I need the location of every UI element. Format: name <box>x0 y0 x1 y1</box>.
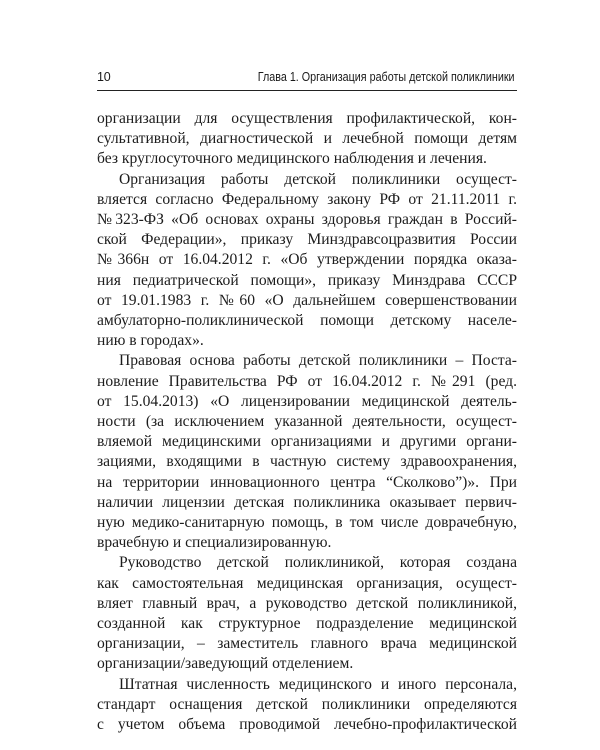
text-line: организации, – заместитель главного врача медицинской <box>97 635 517 653</box>
paragraph-5 <box>97 675 517 736</box>
paragraph-2 <box>97 170 517 352</box>
text-line: наличии лицензии детская поликлиника оказывает первич- <box>97 493 517 511</box>
text-line: без круглосуточного медицинского наблюдения и лечения. <box>97 150 487 168</box>
text-line: зациями, входящими в частную систему здравоохранения, <box>97 453 517 471</box>
text-line: от 15.04.2013) «О лицензировании медицинской деятель- <box>97 392 517 410</box>
text-line: ную медико-санитарную помощь, в том числе доврачебную, <box>97 514 517 532</box>
text-line: врачебную и специализированную. <box>97 534 332 552</box>
text-line: амбулаторно-поликлинической помощи детскому населе- <box>97 312 517 330</box>
text-line: на территории инновационного центра “Сколково”)». При <box>97 473 517 491</box>
text-line: с учетом объема проводимой лечебно-профилактической <box>97 716 517 734</box>
text-line: Правовая основа работы детской поликлиники – Поста- <box>119 352 517 370</box>
text-line: как самостоятельная медицинская организация, осущест- <box>97 574 517 592</box>
paragraph-1 <box>97 109 517 170</box>
header-divider <box>97 90 517 91</box>
text-line: вляет главный врач, а руководство детской поликлиникой, <box>97 594 517 612</box>
page-number: 10 <box>97 70 111 84</box>
text-line: организации/заведующий отделением. <box>97 655 354 673</box>
text-line: Организация работы детской поликлиники осущест- <box>119 170 517 188</box>
text-line: от 19.01.1983 г. №60 «О дальнейшем совершенствовании <box>97 291 517 309</box>
text-line: созданной как структурное подразделение медицинской <box>97 615 517 633</box>
chapter-title: Глава 1. Организация работы детской поликлиники <box>258 70 515 84</box>
text-line: ния педиатрической помощи», приказу Минздрава СССР <box>97 271 517 289</box>
running-header <box>97 70 517 90</box>
text-line: организации для осуществления профилактической, кон- <box>97 110 517 127</box>
text-line: №366н от 16.04.2012 г. «Об утверждении порядка оказа- <box>97 251 517 269</box>
text-line: вляется согласно Федеральному закону РФ от 21.11.2011 г. <box>97 190 517 208</box>
text-line: сультативной, диагностической и лечебной помощи детям <box>97 130 517 148</box>
paragraph-3 <box>97 351 517 553</box>
text-line: Руководство детской поликлиникой, которая создана <box>119 554 517 572</box>
text-line: новление Правительства РФ от 16.04.2012 г. №291 (ред. <box>97 372 517 390</box>
text-line: вляемой медицинскими организациями и другими органи- <box>97 433 517 451</box>
text-line: Штатная численность медицинского и иного персонала, <box>119 675 517 693</box>
text-line: №323-ФЗ «Об основах охраны здоровья граждан в Россий- <box>97 211 517 229</box>
text-line: нию в городах». <box>97 332 204 350</box>
body-text <box>97 109 517 735</box>
text-line: стандарт оснащения детской поликлиники определяются <box>97 695 517 713</box>
text-line: ской Федерации», приказу Минздравсоцразвития России <box>97 231 517 249</box>
text-line: ности (за исключением указанной деятельности, осущест- <box>97 413 517 431</box>
paragraph-4 <box>97 553 517 674</box>
